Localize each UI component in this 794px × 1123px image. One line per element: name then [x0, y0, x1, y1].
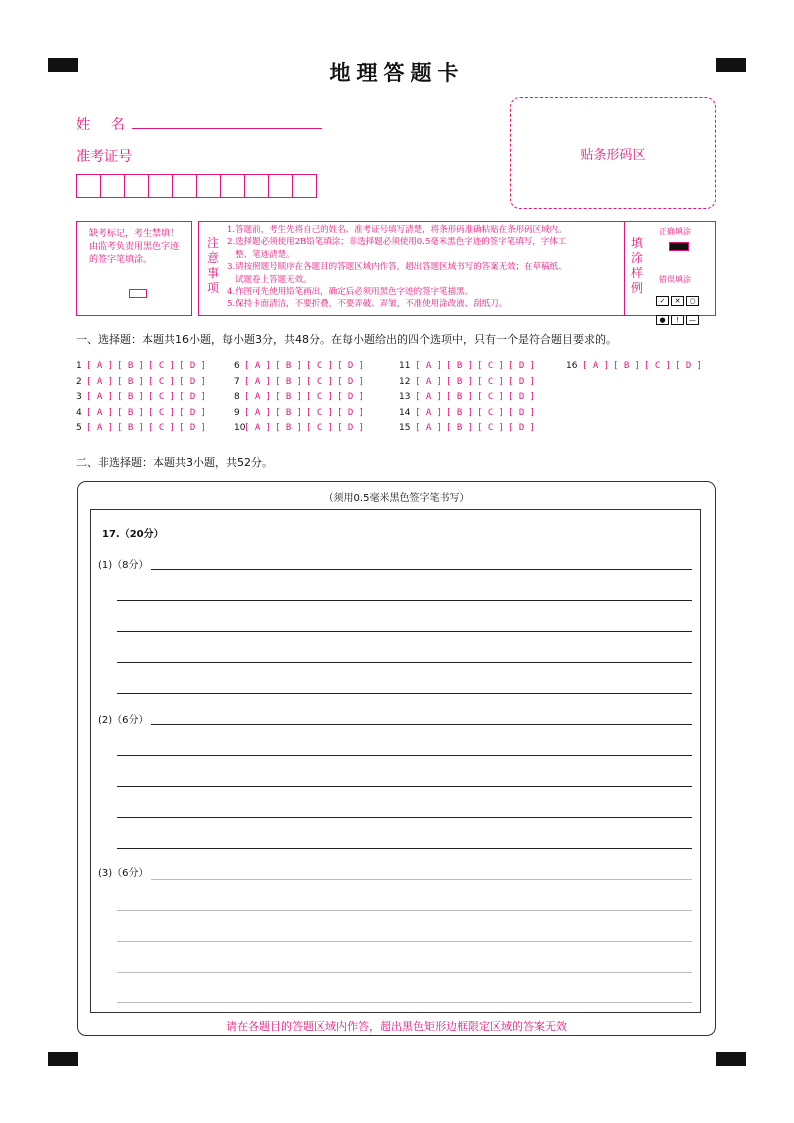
exam-id-digit-box[interactable]: [268, 174, 293, 198]
option-bubble[interactable]: [ A ]: [244, 392, 272, 402]
notice-heading-char: 事: [206, 266, 219, 280]
question-number: 3: [76, 392, 82, 402]
mcq-question-row: [76, 361, 210, 371]
option-bubble[interactable]: [ C ]: [148, 392, 176, 402]
option-bubble[interactable]: [ B ]: [117, 423, 145, 433]
option-bubble[interactable]: [ D ]: [675, 361, 703, 371]
option-bubble[interactable]: [ A ]: [86, 423, 114, 433]
absent-line-1: 缺考标记，考生禁填！: [89, 229, 180, 239]
question-number: 14: [399, 407, 411, 418]
option-bubble[interactable]: [ A ]: [415, 361, 443, 371]
wrong-fill-symbol: ○: [686, 296, 699, 306]
absent-fill-slot[interactable]: [129, 289, 147, 298]
option-bubble[interactable]: [ C ]: [306, 423, 334, 433]
option-bubble[interactable]: [ C ]: [306, 407, 334, 418]
option-bubble[interactable]: [ B ]: [446, 361, 474, 371]
absent-mark-text: [89, 228, 189, 267]
answer-panel: [77, 481, 716, 1036]
correct-fill-example: [669, 242, 689, 251]
question-number: 2: [76, 376, 82, 387]
barcode-area: [510, 97, 716, 209]
notice-line: 3.请按照题号顺序在各题目的答题区域内作答，超出答题区域书写的答案无效；在草稿纸、: [227, 262, 567, 273]
option-bubble[interactable]: [ D ]: [508, 407, 536, 418]
option-bubble[interactable]: [ A ]: [244, 376, 272, 387]
mcq-question-row: [234, 377, 368, 387]
answer-line[interactable]: [117, 662, 692, 663]
exam-id-digit-box[interactable]: [196, 174, 221, 198]
notice-heading-char: 注: [206, 236, 219, 250]
option-bubble[interactable]: [ A ]: [415, 392, 443, 402]
wrong-fill-label: 错误填涂: [659, 275, 691, 284]
answer-line[interactable]: [117, 817, 692, 818]
answer-line[interactable]: [117, 1002, 692, 1003]
absent-mark-box: [76, 221, 192, 316]
option-bubble[interactable]: [ D ]: [508, 361, 536, 371]
option-bubble[interactable]: [ B ]: [446, 392, 474, 402]
fill-sample-heading: [630, 236, 644, 296]
mcq-question-row: [399, 377, 539, 387]
question-number: 10: [234, 423, 246, 433]
wrong-fill-symbol: —: [686, 315, 699, 325]
option-bubble[interactable]: [ B ]: [275, 423, 303, 433]
notice-line: 1.答题前，考生先将自己的姓名、准考证号填写清楚，将条形码准确粘贴在条形码区域内。: [227, 225, 567, 235]
part-1-label: (1)（8分）: [98, 560, 149, 571]
option-bubble[interactable]: [ D ]: [508, 392, 536, 402]
exam-id-digit-box[interactable]: [76, 174, 101, 198]
question-number: 7: [234, 376, 240, 387]
answer-line[interactable]: [117, 910, 692, 911]
option-bubble[interactable]: [ C ]: [148, 407, 176, 418]
option-bubble[interactable]: [ C ]: [306, 361, 334, 371]
option-bubble[interactable]: [ B ]: [275, 407, 303, 418]
mcq-question-row: [76, 377, 210, 387]
part-3-label: (3)（6分）: [98, 868, 149, 879]
option-bubble[interactable]: [ A ]: [86, 392, 114, 402]
option-bubble[interactable]: [ D ]: [179, 361, 207, 371]
answer-line[interactable]: [117, 755, 692, 756]
exam-id-digit-box[interactable]: [172, 174, 197, 198]
exam-id-boxes[interactable]: [76, 174, 316, 198]
option-bubble[interactable]: [ C ]: [148, 361, 176, 371]
exam-id-digit-box[interactable]: [292, 174, 317, 198]
mcq-question-row: [399, 361, 539, 371]
exam-id-digit-box[interactable]: [148, 174, 173, 198]
question-number: 11: [399, 361, 411, 371]
option-bubble[interactable]: [ B ]: [117, 376, 145, 387]
question-number: 9: [234, 407, 240, 418]
answer-line[interactable]: [117, 786, 692, 787]
mcq-question-row: [76, 408, 210, 418]
mcq-question-row: [234, 361, 368, 371]
exam-id-digit-box[interactable]: [124, 174, 149, 198]
option-bubble[interactable]: [ A ]: [415, 376, 443, 387]
fill-sample-heading-char: 填: [630, 236, 643, 250]
notice-line: 整、笔迹清楚。: [227, 249, 295, 260]
name-input-line[interactable]: [132, 128, 322, 129]
option-bubble[interactable]: [ C ]: [148, 423, 176, 433]
option-bubble[interactable]: [ D ]: [337, 361, 365, 371]
option-bubble[interactable]: [ A ]: [86, 376, 114, 387]
part-2-label: (2)（6分）: [98, 715, 149, 726]
notice-heading: [206, 236, 220, 296]
option-bubble[interactable]: [ D ]: [179, 392, 207, 402]
option-bubble[interactable]: [ A ]: [244, 407, 272, 418]
mcq-question-row: [566, 361, 706, 371]
option-bubble[interactable]: [ C ]: [306, 376, 334, 387]
option-bubble[interactable]: [ D ]: [179, 407, 207, 418]
question-number: 13: [399, 392, 411, 402]
name-label: 姓 名: [76, 117, 129, 133]
fill-sample-heading-char: 样: [630, 266, 643, 280]
option-bubble[interactable]: [ B ]: [275, 376, 303, 387]
registration-mark-bottom-right: [716, 1052, 746, 1066]
section1-title: 一、选择题：本题共16小题，每小题3分，共48分。在每小题给出的四个选项中，只有一个是符合题目要求的。: [76, 333, 617, 346]
option-bubble[interactable]: [ B ]: [275, 392, 303, 402]
option-bubble[interactable]: [ C ]: [477, 392, 505, 402]
answer-line[interactable]: [151, 569, 692, 570]
option-bubble[interactable]: [ B ]: [446, 376, 474, 387]
notice-line: 2.选择题必须使用2B铅笔填涂；非选择题必须使用0.5毫米黑色字迹的签字笔填写，字体工: [227, 237, 567, 248]
option-bubble[interactable]: [ A ]: [244, 361, 272, 371]
absent-line-2: 由监考负责用黑色字迹: [89, 242, 180, 252]
exam-id-digit-box[interactable]: [220, 174, 245, 198]
option-bubble[interactable]: [ C ]: [477, 407, 505, 418]
question-number: 6: [234, 361, 240, 371]
wrong-fill-symbol: !: [671, 315, 684, 325]
notice-divider: [624, 222, 625, 315]
option-bubble[interactable]: [ A ]: [582, 361, 610, 371]
fill-sample-heading-char: 例: [630, 281, 643, 295]
question-17-title: 17.（20分）: [102, 529, 164, 540]
barcode-label: 贴条形码区: [580, 147, 646, 163]
notice-line: 4.作图可先使用铅笔画出，确定后必须用黑色字迹的签字笔描黑。: [227, 287, 474, 298]
answer-line[interactable]: [117, 631, 692, 632]
fill-sample-heading-char: 涂: [630, 251, 643, 265]
wrong-fill-symbol: ✕: [671, 296, 684, 306]
mcq-question-row: [234, 392, 368, 402]
answer-line[interactable]: [117, 600, 692, 601]
option-bubble[interactable]: [ C ]: [148, 376, 176, 387]
option-bubble[interactable]: [ D ]: [337, 376, 365, 387]
section2-title: 二、非选择题：本题共3小题，共52分。: [76, 456, 273, 469]
mcq-question-row: [399, 392, 539, 402]
exam-id-digit-box[interactable]: [100, 174, 125, 198]
notice-heading-char: 意: [206, 251, 219, 265]
mcq-question-row: [234, 423, 368, 433]
option-bubble[interactable]: [ D ]: [508, 423, 536, 433]
option-bubble[interactable]: [ A ]: [244, 423, 272, 433]
answer-line[interactable]: [117, 693, 692, 694]
question-number: 15: [399, 423, 411, 433]
answer-frame: [90, 509, 701, 1013]
option-bubble[interactable]: [ D ]: [337, 423, 365, 433]
wrong-fill-symbol: ●: [656, 315, 669, 325]
panel-header: （须用0.5毫米黑色签字笔书写）: [323, 493, 470, 504]
option-bubble[interactable]: [ C ]: [644, 361, 672, 371]
notice-text: [227, 224, 617, 311]
option-bubble[interactable]: [ D ]: [337, 392, 365, 402]
question-number: 12: [399, 376, 411, 387]
option-bubble[interactable]: [ B ]: [446, 407, 474, 418]
option-bubble[interactable]: [ B ]: [613, 361, 641, 371]
notice-box: [198, 221, 716, 324]
mcq-question-row: [399, 423, 539, 433]
option-bubble[interactable]: [ D ]: [179, 376, 207, 387]
mcq-question-row: [76, 392, 210, 402]
correct-fill-label: 正确填涂: [659, 227, 691, 236]
option-bubble[interactable]: [ B ]: [117, 361, 145, 371]
mcq-question-row: [76, 423, 210, 433]
notice-line: 试题卷上答题无效。: [227, 274, 312, 285]
answer-line[interactable]: [117, 848, 692, 849]
wrong-fill-symbol: ✓: [656, 296, 669, 306]
exam-id-label: 准考证号: [76, 149, 132, 165]
option-bubble[interactable]: [ A ]: [86, 407, 114, 418]
option-bubble[interactable]: [ C ]: [306, 392, 334, 402]
option-bubble[interactable]: [ D ]: [508, 376, 536, 387]
wrong-fill-examples: [656, 288, 706, 326]
option-bubble[interactable]: [ B ]: [446, 423, 474, 433]
mcq-question-row: [234, 408, 368, 418]
option-bubble[interactable]: [ B ]: [117, 392, 145, 402]
option-bubble[interactable]: [ D ]: [337, 407, 365, 418]
option-bubble[interactable]: [ C ]: [477, 361, 505, 371]
question-number: 5: [76, 423, 82, 433]
mcq-question-row: [399, 408, 539, 418]
answer-line[interactable]: [151, 724, 692, 725]
question-number: 16: [566, 361, 578, 371]
question-number: 1: [76, 361, 82, 371]
notice-heading-char: 项: [206, 281, 219, 295]
question-number: 8: [234, 392, 240, 402]
option-bubble[interactable]: [ C ]: [477, 376, 505, 387]
registration-mark-bottom-left: [48, 1052, 78, 1066]
absent-line-3: 的签字笔填涂。: [89, 255, 153, 265]
option-bubble[interactable]: [ D ]: [179, 423, 207, 433]
option-bubble[interactable]: [ B ]: [117, 407, 145, 418]
option-bubble[interactable]: [ C ]: [477, 423, 505, 433]
page-title: 地理答题卡: [329, 61, 465, 85]
answer-line[interactable]: [151, 879, 692, 880]
option-bubble[interactable]: [ A ]: [415, 407, 443, 418]
footer-note: 请在各题目的答题区域内作答，超出黑色矩形边框限定区域的答案无效: [226, 1020, 567, 1033]
option-bubble[interactable]: [ B ]: [275, 361, 303, 371]
question-number: 4: [76, 407, 82, 418]
notice-line: 5.保持卡面清洁，不要折叠，不要弄破、弄皱，不准使用涂改液、刮纸刀。: [227, 299, 508, 310]
option-bubble[interactable]: [ A ]: [415, 423, 443, 433]
answer-line[interactable]: [117, 972, 692, 973]
exam-id-digit-box[interactable]: [244, 174, 269, 198]
option-bubble[interactable]: [ A ]: [86, 361, 114, 371]
answer-line[interactable]: [117, 941, 692, 942]
